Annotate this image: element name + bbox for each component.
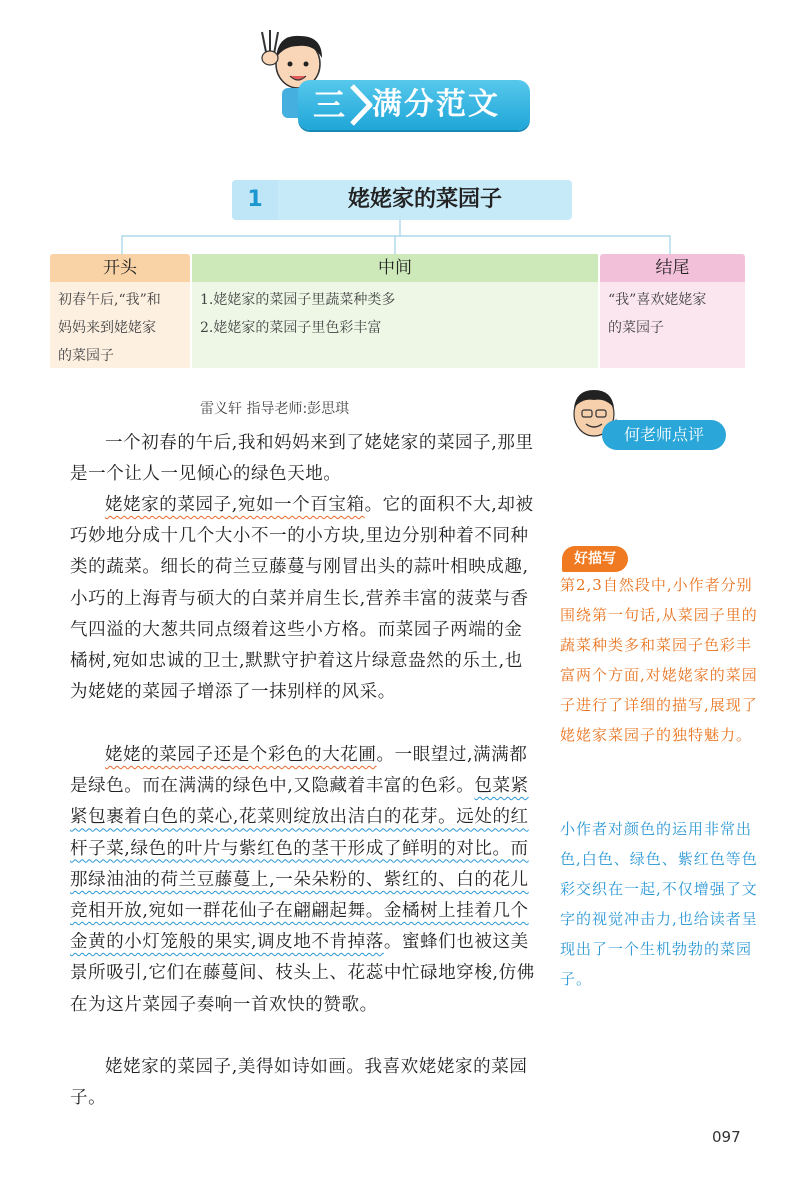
structure-line: 初春午后,“我”和 bbox=[58, 292, 161, 308]
paragraph-text: 。它的面积不大,却被巧妙地分成十几个大小不一的小方块,里边分别种着不同种类的蔬菜。细长的荷兰豆藤蔓与刚冒出头的蒜叶相映成趣,小巧的上海青与硕大的白菜并肩生长,营养丰富的菠菜与香气四溢的大葱共同点缀着这些小方格。而菜园子两端的金橘树,宛如忠诚的卫士,默默守护着这片绿意盎然的乐土,也为姥姥的菜园子增添了一抹别样的风采。 bbox=[70, 495, 534, 703]
structure-body-middle bbox=[192, 282, 598, 368]
essay-paragraph-1: 一个初春的午后,我和妈妈来到了姥姥家的菜园子,那里是一个让人一见倾心的绿色天地。 bbox=[70, 433, 534, 485]
structure-line: 2.姥姥家的菜园子里色彩丰富 bbox=[200, 320, 382, 336]
structure-line: 的菜园子 bbox=[608, 320, 664, 336]
structure-connector-lines bbox=[0, 0, 800, 260]
structure-line: 1.姥姥家的菜园子里蔬菜种类多 bbox=[200, 292, 396, 308]
structure-head-middle: 中间 bbox=[192, 254, 598, 282]
author-byline: 雷义轩 指导老师:彭思琪 bbox=[200, 401, 350, 417]
section-number: 三 bbox=[312, 86, 345, 124]
paragraph-text: 。蜜蜂们也被这美景所吸引,它们在藤蔓间、枝头上、花蕊中忙碌地穿梭,仿佛在为这片菜园子奏响一首欢快的赞歌。 bbox=[70, 932, 535, 1015]
structure-head-ending: 结尾 bbox=[600, 254, 745, 282]
structure-line: “我”喜欢姥姥家 bbox=[608, 292, 707, 308]
teacher-comment-badge: 何老师点评 bbox=[602, 420, 726, 450]
essay-paragraph-4: 姥姥家的菜园子,美得如诗如画。我喜欢姥姥家的菜园子。 bbox=[70, 1057, 528, 1109]
comment-paragraph-orange: 第2,3自然段中,小作者分别围绕第一句话,从菜园子里的蔬菜种类多和菜园子色彩丰富两个方面,对姥姥家的菜园子进行了详细的描写,展现了姥姥家菜园子的独特魅力。 bbox=[560, 576, 758, 744]
structure-head-beginning: 开头 bbox=[50, 254, 190, 282]
article-title: 姥姥家的菜园子 bbox=[347, 187, 502, 212]
essay-paragraph-2 bbox=[70, 490, 540, 708]
structure-line: 的菜园子 bbox=[58, 348, 114, 364]
structure-line: 妈妈来到姥姥家 bbox=[58, 320, 156, 336]
good-description-tag: 好描写 bbox=[562, 546, 628, 572]
highlight-sentence: 姥姥家的菜园子,宛如一个百宝箱 bbox=[105, 495, 365, 515]
structure-body-beginning bbox=[50, 282, 190, 368]
section-title: 满分范文 bbox=[372, 87, 500, 122]
structure-body-ending bbox=[600, 282, 745, 368]
article-number: 1 bbox=[247, 187, 263, 212]
essay-paragraph-3 bbox=[70, 740, 540, 1021]
paragraph-text: 。一眼望过,满满都是绿色。而在满满的绿色中,又隐藏着丰富的色彩。 bbox=[70, 745, 528, 797]
page-number: 097 bbox=[712, 1128, 741, 1146]
highlight-color-description: 包菜紧紧包裹着白色的菜心,花菜则绽放出洁白的花芽。远处的红杆子菜,绿色的叶片与紫红色的茎干形成了鲜明的对比。而那绿油油的荷兰豆藤蔓上,一朵朵粉的、紫红的、白的花儿竞相开放,宛如一群花仙子在翩翩起舞。金橘树上挂着几个金黄的小灯笼般的果实,调皮地不肯掉落 bbox=[70, 776, 529, 953]
comment-paragraph-blue: 小作者对颜色的运用非常出色,白色、绿色、紫红色等色彩交织在一起,不仅增强了文字的视觉冲击力,也给读者呈现出了一个生机勃勃的菜园子。 bbox=[560, 820, 758, 988]
highlight-sentence: 姥姥的菜园子还是个彩色的大花圃 bbox=[105, 745, 377, 765]
